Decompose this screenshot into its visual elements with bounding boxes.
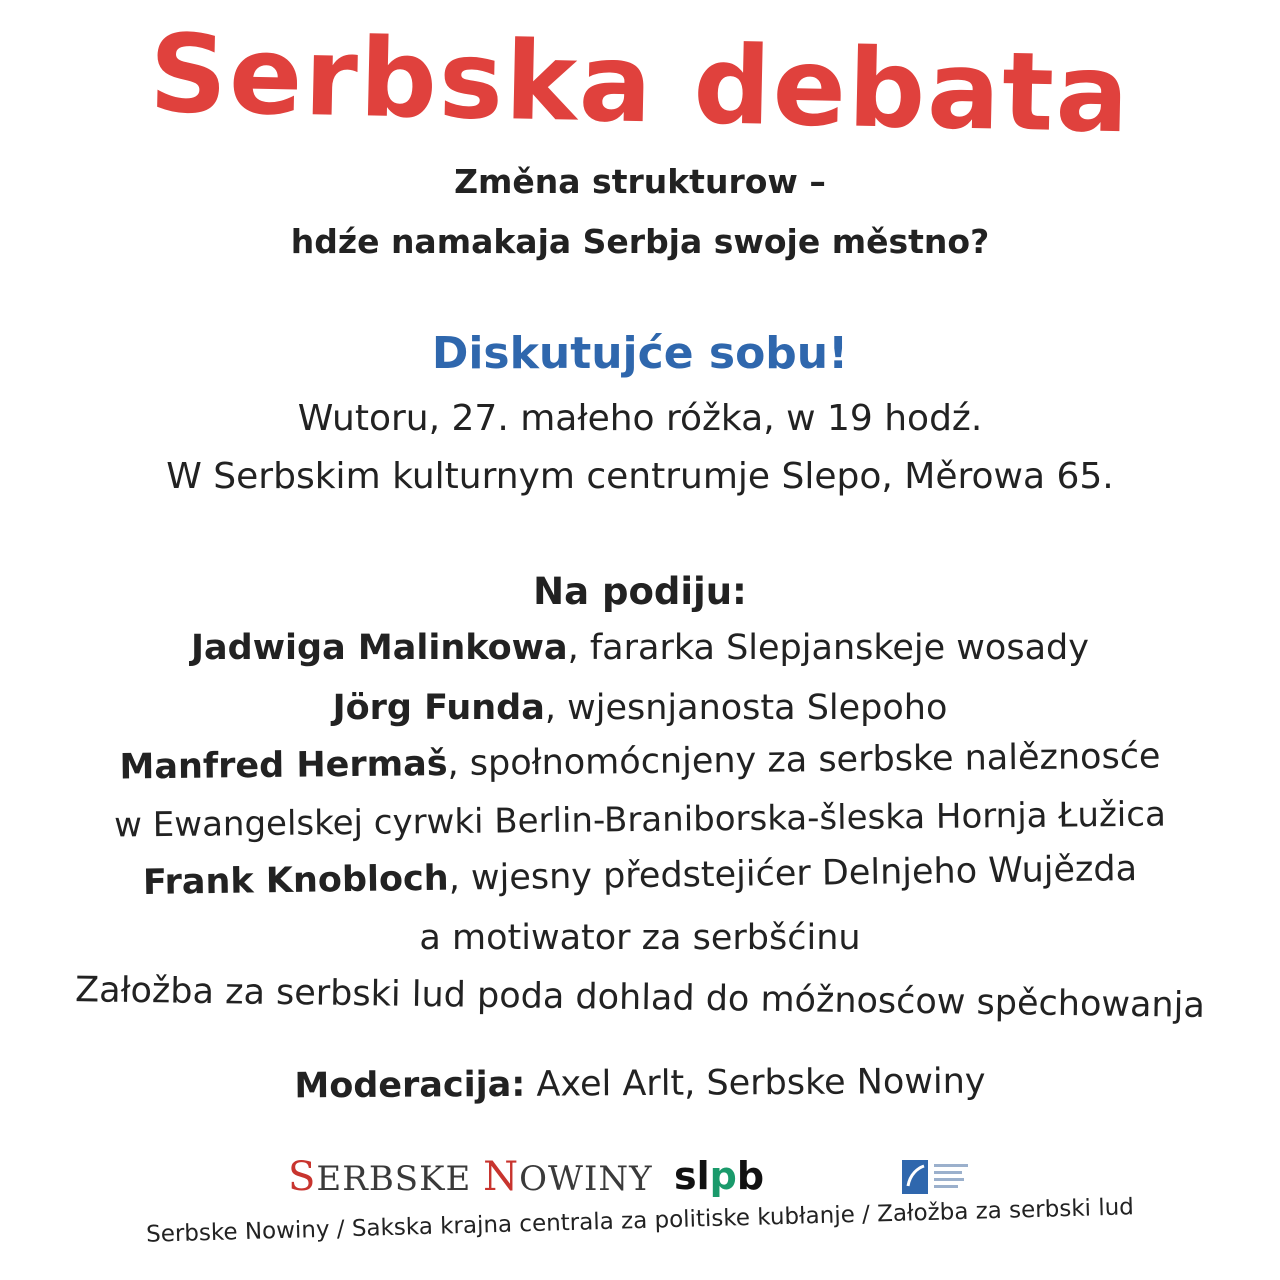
panelist-role: , fararka Slepjanskeje wosady — [567, 628, 1089, 668]
subtitle-line-1: Změna strukturow – — [454, 162, 826, 201]
panelist-role: a motiwator za serbšćinu — [419, 918, 861, 958]
panelist-role: , wjesnjanosta Slepoho — [544, 688, 948, 728]
panelist-line — [0, 847, 1280, 905]
panelist-line — [0, 918, 1280, 958]
panelist-role: , społnomócnjeny za serbske nalěznosće — [447, 736, 1161, 785]
panelist-line — [0, 628, 1280, 668]
publisher-note: Załožba za serbski lud poda dohlad do móžnosćow spěchowanja — [74, 970, 1206, 1026]
panelist-name: Jörg Funda — [332, 688, 545, 728]
moderation-label: Moderacija: — [294, 1064, 526, 1107]
panelist-role: w Ewangelskej cyrwki Berlin-Braniborska-šleska Hornja Łužica — [113, 794, 1167, 846]
moderation-value: Axel Arlt, Serbske Nowiny — [525, 1061, 986, 1105]
panelist-name: Manfred Hermaš — [119, 744, 448, 788]
zalozba-logo-icon — [900, 1156, 990, 1200]
panelist-line — [0, 688, 1280, 728]
event-place: W Serbskim kulturnym centrumje Slepo, Měrowa 65. — [166, 456, 1114, 497]
call-to-action: Diskutujće sobu! — [431, 328, 849, 379]
moderation-line — [0, 1060, 1280, 1109]
panelist-line — [0, 735, 1280, 788]
footer-credits: Serbske Nowiny / Sakska krajna centrala za politiske kubłanje / Załožba za serbski lud — [145, 1194, 1135, 1248]
panelist-name: Jadwiga Malinkowa — [191, 628, 568, 668]
panelist-name: Frank Knobloch — [142, 858, 449, 903]
poster-title: Serbska debata — [148, 11, 1132, 158]
event-date: Wutoru, 27. małeho róžka, w 19 hodź. — [297, 398, 983, 439]
panelist-line — [0, 793, 1280, 846]
panel-heading: Na podiju: — [533, 570, 747, 613]
slpb-logo: slpb — [674, 1154, 765, 1198]
serbske-nowiny-logo: SERBSKE NOWINY — [288, 1154, 653, 1200]
subtitle-line-2: hdźe namakaja Serbja swoje městno? — [290, 222, 990, 261]
panelist-role: , wjesny předstejićer Delnjeho Wujězda — [448, 849, 1138, 899]
